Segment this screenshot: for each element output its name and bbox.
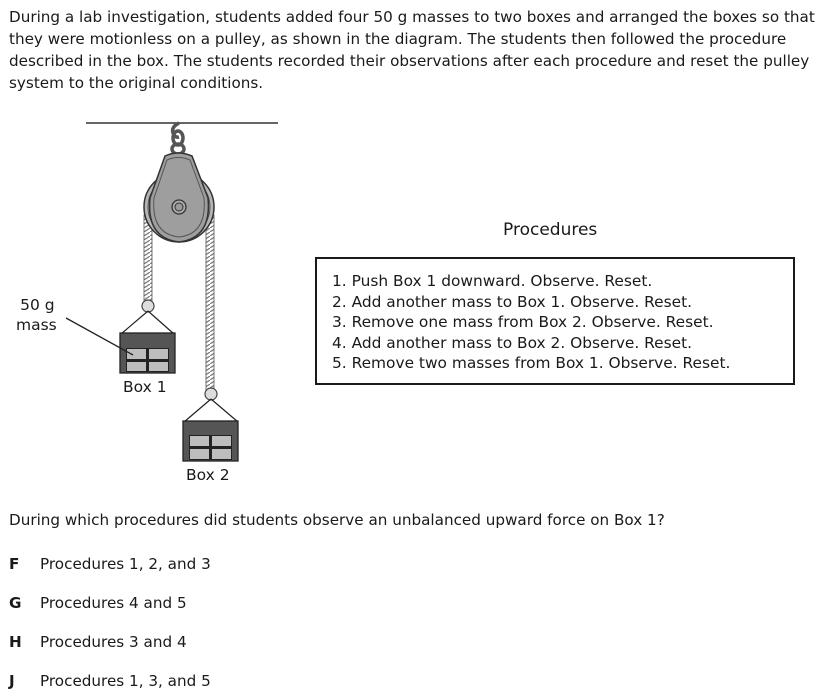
procedure-item: 3. Remove one mass from Box 2. Observe. Reset. <box>332 313 714 331</box>
intro-paragraph: During a lab investigation, students added four 50 g masses to two boxes and arranged the boxes so that they were motionless on a pulley, as shown in the diagram. The students then followed the procedure described in the box. The students recorded their observations after each procedure and reset the pulley system to the original conditions. <box>9 8 815 92</box>
mass-label-line1: 50 g <box>20 296 55 314</box>
mass-label <box>18 295 57 335</box>
choice-h[interactable] <box>9 633 187 651</box>
box1-knot <box>142 300 154 312</box>
box2-knot <box>205 388 217 400</box>
chain-hook-icon <box>172 123 184 154</box>
mass-label-line2: mass <box>16 316 57 334</box>
procedure-item: 1. Push Box 1 downward. Observe. Reset. <box>332 272 653 290</box>
procedures-box <box>315 257 795 385</box>
choice-letter: J <box>9 672 15 690</box>
choice-text: Procedures 1, 3, and 5 <box>40 672 211 690</box>
choice-g[interactable] <box>9 594 187 612</box>
procedure-item: 2. Add another mass to Box 1. Observe. Reset. <box>332 292 693 311</box>
right-rope <box>206 215 214 393</box>
procedure-item: 5. Remove two masses from Box 1. Observe. Reset. <box>332 354 731 372</box>
procedures-list <box>332 271 730 374</box>
choice-letter: H <box>9 633 22 651</box>
choice-text: Procedures 1, 2, and 3 <box>40 555 211 573</box>
choice-text: Procedures 3 and 4 <box>40 633 187 651</box>
question-text: During which procedures did students observe an unbalanced upward force on Box 1? <box>9 511 665 529</box>
choice-letter: G <box>9 594 22 612</box>
choice-j[interactable] <box>9 672 211 690</box>
choice-letter: F <box>9 555 20 573</box>
box2-label: Box 2 <box>186 466 230 484</box>
choice-text: Procedures 4 and 5 <box>40 594 187 612</box>
pulley-block <box>150 153 209 242</box>
choice-f[interactable] <box>9 555 211 573</box>
procedure-item: 4. Add another mass to Box 2. Observe. Reset. <box>332 333 693 352</box>
box1-label: Box 1 <box>123 378 167 396</box>
box-2 <box>183 421 238 461</box>
procedures-title: Procedures <box>503 220 598 240</box>
